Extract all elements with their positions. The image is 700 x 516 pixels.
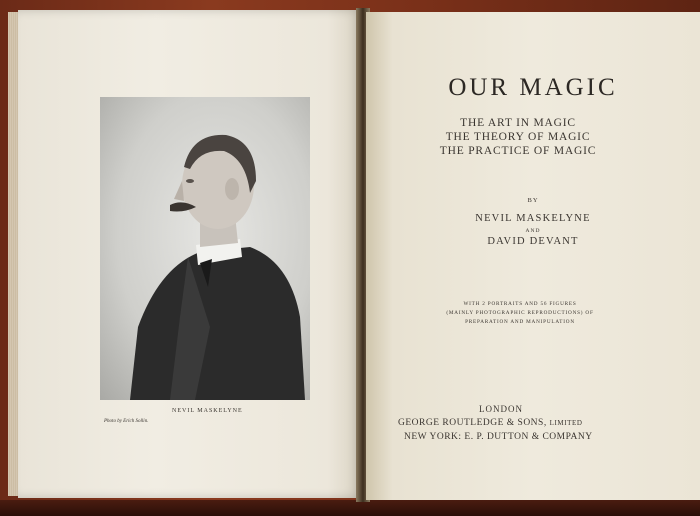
publisher-us: NEW YORK: E. P. DUTTON & COMPANY [404,432,593,442]
subtitle-block [418,116,618,158]
portrait-photograph [100,97,310,400]
note-line: WITH 2 PORTRAITS AND 56 FIGURES [463,301,577,307]
by-label: BY [527,197,539,204]
cover-edge [0,500,700,516]
publisher-name [398,418,583,428]
subtitle-line: THE PRACTICE OF MAGIC [439,145,597,157]
subtitle-line: THE ART IN MAGIC [460,117,576,129]
publisher-name-text: GEORGE ROUTLEDGE & SONS, [398,418,547,428]
photo-credit: Photo by Erich Sollin. [104,419,149,424]
note-line: (MAINLY PHOTOGRAPHIC REPRODUCTIONS) OF [446,310,594,316]
author-name: DAVID DEVANT [487,236,579,247]
illustrations-note [420,300,620,327]
note-line: PREPARATION AND MANIPULATION [465,319,575,325]
portrait-caption: NEVIL MASKELYNE [172,408,243,414]
portrait-illustration [100,97,310,400]
and-label: AND [525,228,541,234]
author-name: NEVIL MASKELYNE [475,213,591,224]
publisher-city: LONDON [479,404,523,414]
subtitle-line: THE THEORY OF MAGIC [445,131,591,143]
book-title: OUR MAGIC [448,74,618,101]
publisher-suffix: LIMITED [549,419,583,427]
